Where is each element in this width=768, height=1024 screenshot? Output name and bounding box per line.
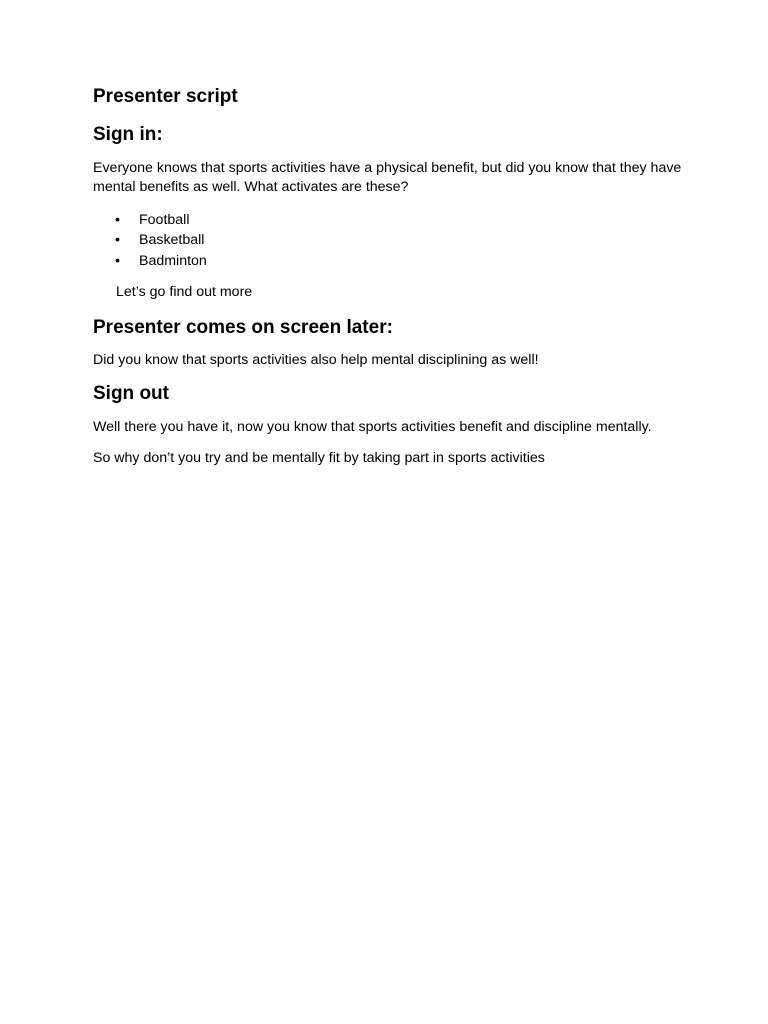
list-item-label: Badminton: [139, 252, 207, 269]
sign-in-heading: Sign in:: [93, 123, 163, 145]
sports-list: [93, 210, 683, 272]
presenter-later-heading: Presenter comes on screen later:: [93, 316, 393, 338]
list-item-label: Football: [139, 211, 190, 228]
bullet-icon: •: [115, 211, 120, 228]
sign-out-heading: Sign out: [93, 382, 169, 404]
bullet-icon: •: [115, 232, 120, 249]
list-item: [93, 210, 683, 231]
document-page: [93, 86, 683, 481]
section-sign-out: [93, 383, 683, 469]
presenter-later-text: Did you know that sports activities also help mental disciplining as well!: [93, 352, 539, 369]
sign-out-text-2: So why don’t you try and be mentally fit by taking part in sports activities: [93, 450, 545, 467]
list-item: [93, 251, 683, 272]
list-item: [93, 230, 683, 251]
bullet-icon: •: [115, 252, 120, 269]
list-item-label: Basketball: [139, 232, 205, 249]
sign-in-outro: Let’s go find out more: [116, 284, 253, 301]
sign-in-intro: Everyone knows that sports activities have a physical benefit, but did you know that they have mental benefits as well. What activates are these?: [93, 159, 682, 196]
section-sign-in: [93, 124, 683, 303]
section-presenter-later: [93, 317, 683, 371]
sign-out-text-1: Well there you have it, now you know that sports activities benefit and discipline mentally.: [93, 418, 652, 435]
document-title: Presenter script: [93, 86, 238, 107]
